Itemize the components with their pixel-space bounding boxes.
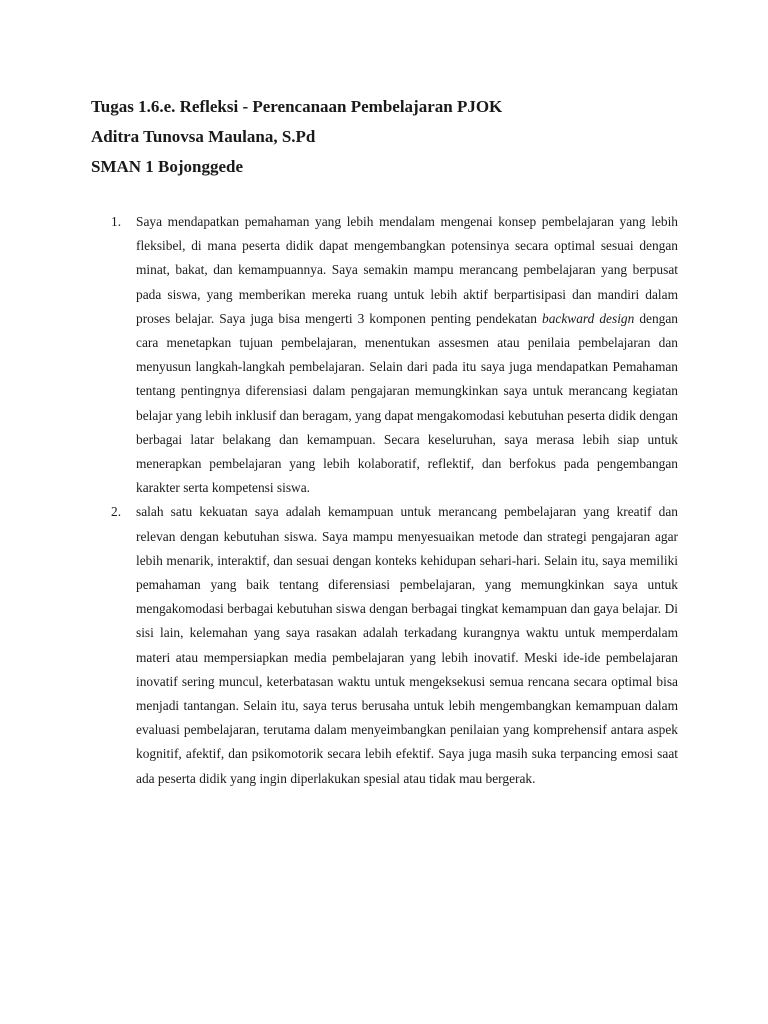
list-item [91, 210, 678, 500]
author-name: Aditra Tunovsa Maulana, S.Pd [91, 127, 316, 146]
list-item-text-continued: dengan cara menetapkan tujuan pembelajaran, menentukan assesmen atau penilaia pembelajaran dan menyusun langkah-langkah pembelajaran. Selain dari pada itu saya juga mendapatkan Pemahaman tentang pentingnya diferensiasi dalam pengajaran memungkinkan saya untuk merancang kegiatan belajar yang lebih inklusif dan beragam, yang dapat mengakomodasi kebutuhan peserta didik dengan berbagai latar belakang dan kemampuan. Secara keseluruhan, saya merasa lebih siap untuk menerapkan pembelajaran yang lebih kolaboratif, reflektif, dan berfokus pada pengembangan karakter serta kompetensi siswa. [136, 310, 678, 496]
list-item [91, 500, 678, 790]
document-title: Tugas 1.6.e. Refleksi - Perencanaan Pembelajaran PJOK [91, 97, 503, 116]
school-name: SMAN 1 Bojonggede [91, 157, 244, 176]
list-item-text: Saya mendapatkan pemahaman yang lebih mendalam mengenai konsep pembelajaran yang lebih fleksibel, di mana peserta didik dapat mengembangkan potensinya secara optimal sesuai dengan minat, bakat, dan kemampuannya. Saya semakin mampu merancang pembelajaran yang berpusat pada siswa, yang memberikan mereka ruang untuk lebih aktif berpartisipasi dan mandiri dalam proses belajar. Saya juga bisa mengerti 3 komponen penting pendekatan [136, 214, 678, 326]
list-item-number: 1. [111, 214, 122, 229]
list-item-text: salah satu kekuatan saya adalah kemampuan untuk merancang pembelajaran yang kreatif dan relevan dengan kebutuhan siswa. Saya mampu menyesuaikan metode dan strategi pengajaran agar lebih menarik, interaktif, dan sesuai dengan konteks kehidupan sehari-hari. Selain itu, saya memiliki pemahaman yang baik tentang diferensiasi pembelajaran, yang memungkinkan saya untuk mengakomodasi berbagai kebutuhan siswa dengan berbagai tingkat kemampuan dan gaya belajar. Di sisi lain, kelemahan yang saya rasakan adalah terkadang kurangnya waktu untuk memperdalam materi atau mempersiapkan media pembelajaran yang lebih inovatif. Meski ide-ide pembelajaran inovatif sering muncul, keterbatasan waktu untuk mengeksekusi semua rencana secara optimal bisa menjadi tantangan. Selain itu, saya terus berusaha untuk lebih mengembangkan kemampuan dalam evaluasi pembelajaran, terutama dalam menyeimbangkan penilaian yang komprehensif antara aspek kognitif, afektif, dan psikomotorik secara lebih efektif. Saya juga masih suka terpancing emosi saat ada peserta didik yang ingin diperlakukan spesial atau tidak mau bergerak. [136, 504, 678, 786]
list-item-number: 2. [111, 504, 122, 520]
reflection-list [91, 210, 678, 791]
list-item-emphasis: backward design [542, 310, 635, 326]
document-header [91, 92, 678, 182]
